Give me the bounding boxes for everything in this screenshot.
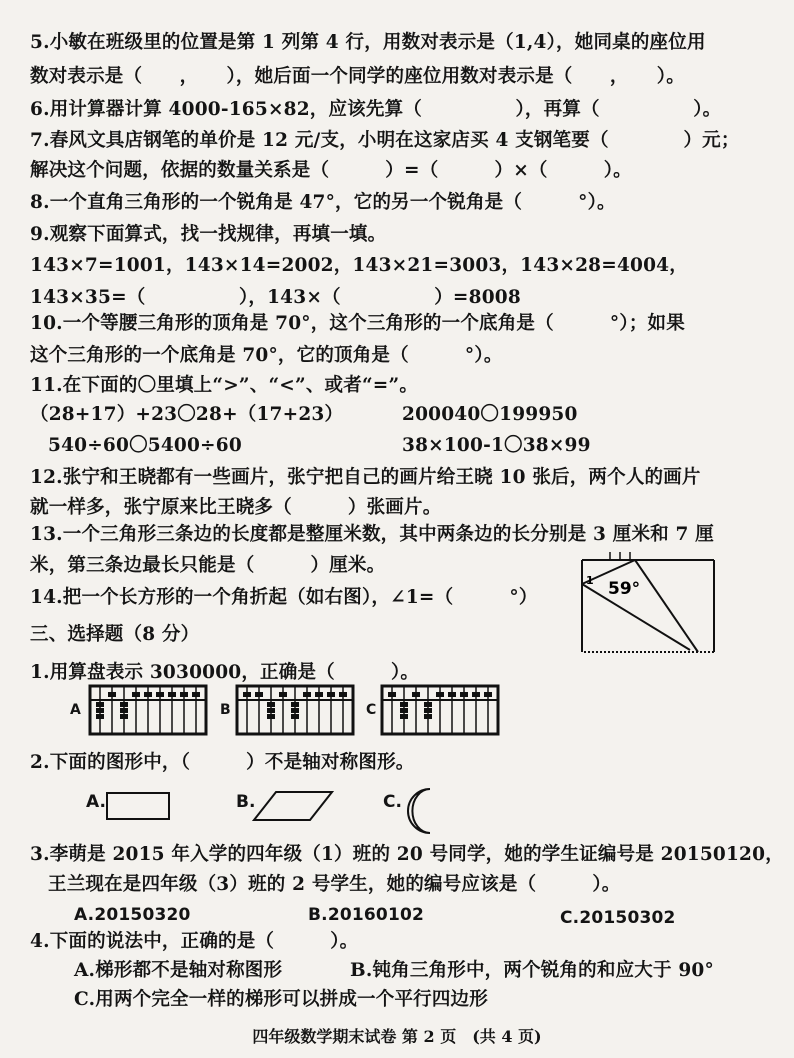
shape-label-a: A.	[86, 792, 106, 812]
shape-label-c: C.	[383, 792, 402, 812]
angle-59-label: 59°	[608, 579, 641, 599]
q9-title: 9.观察下面算式，找一找规律，再填一填。	[30, 224, 387, 245]
choice-q2: 2.下面的图形中，（ ）不是轴对称图形。	[30, 752, 415, 773]
choice-q3-line1: 3.李萌是 2015 年入学的四年级（1）班的 20 号同学，她的学生证编号是 20150120，	[30, 844, 784, 865]
abacus-b	[235, 684, 355, 736]
abacus-options	[70, 684, 490, 736]
parallelogram-shape	[252, 790, 334, 822]
abacus-a	[88, 684, 208, 736]
q14: 14.把一个长方形的一个角折起（如右图），∠1=（ °）	[30, 587, 538, 608]
q11-d: 38×100-1〇38×99	[402, 435, 591, 456]
q12-line1: 12.张宁和王晓都有一些画片，张宁把自己的画片给王晓 10 张后，两个人的画片	[30, 467, 701, 488]
q10-line1: 10.一个等腰三角形的顶角是 70°，这个三角形的一个底角是（ °）；如果	[30, 313, 685, 334]
abacus-label-b: B	[220, 702, 231, 718]
q9-line2: 143×35=（ ），143×（ ）=8008	[30, 287, 521, 308]
abacus-c	[380, 684, 500, 736]
choice-q3-option-a: A.20150320	[74, 905, 191, 925]
choice-q3-line2: 王兰现在是四年级（3）班的 2 号学生，她的编号应该是（ ）。	[48, 874, 621, 895]
abacus-label-a: A	[70, 702, 81, 718]
crescent-shape	[398, 786, 448, 836]
q13-line2: 米，第三条边最长只能是（ ）厘米。	[30, 555, 386, 576]
q5-line1: 5.小敏在班级里的位置是第 1 列第 4 行，用数对表示是（1,4），她同桌的座位用	[30, 32, 706, 53]
shape-label-b: B.	[236, 792, 256, 812]
rectangle-shape	[106, 792, 170, 820]
q11-b: 200040〇199950	[402, 404, 578, 425]
angle-1-label: 1	[586, 574, 594, 587]
page-footer: 四年级数学期末试卷 第 2 页 (共 4 页)	[252, 1027, 542, 1046]
choice-q3-option-c: C.20150302	[560, 908, 676, 928]
choice-q4-option-c: C.用两个完全一样的梯形可以拼成一个平行四边形	[74, 989, 488, 1010]
q10-line2: 这个三角形的一个底角是 70°，它的顶角是（ °）。	[30, 345, 503, 366]
q7-line2: 解决这个问题，依据的数量关系是（ ）=（ ）×（ ）。	[30, 160, 632, 181]
q11-title: 11.在下面的〇里填上“>”、“<”、或者“=”。	[30, 375, 419, 396]
shape-options	[80, 786, 500, 836]
q6: 6.用计算器计算 4000-165×82，应该先算（ ），再算（ ）。	[30, 99, 722, 120]
choice-q1: 1.用算盘表示 3030000，正确是（ ）。	[30, 662, 420, 683]
choice-q3-option-b: B.20160102	[308, 905, 425, 925]
q11-a: （28+17）+23〇28+（17+23）	[30, 404, 344, 425]
q9-line1: 143×7=1001，143×14=2002，143×21=3003，143×28=4004，	[30, 255, 688, 276]
abacus-label-c: C	[366, 702, 377, 718]
choice-q4-option-b: B.钝角三角形中，两个锐角的和应大于 90°	[350, 960, 714, 981]
choice-q4-option-a: A.梯形都不是轴对称图形	[74, 960, 283, 981]
q11-c: 540÷60〇5400÷60	[48, 435, 242, 456]
choice-q4: 4.下面的说法中，正确的是（ ）。	[30, 931, 359, 952]
q13-line1: 13.一个三角形三条边的长度都是整厘米数，其中两条边的长分别是 3 厘米和 7 厘	[30, 524, 714, 545]
section-3-title: 三、选择题（8 分）	[30, 624, 200, 645]
q12-line2: 就一样多，张宁原来比王晓多（ ）张画片。	[30, 497, 442, 518]
q5-line2: 数对表示是（ ， ），她后面一个同学的座位用数对表示是（ ， ）。	[30, 66, 685, 87]
q7-line1: 7.春风文具店钢笔的单价是 12 元/支，小明在这家店买 4 支钢笔要（ ）元；	[30, 130, 740, 151]
q8: 8.一个直角三角形的一个锐角是 47°，它的另一个锐角是（ °）。	[30, 192, 616, 213]
